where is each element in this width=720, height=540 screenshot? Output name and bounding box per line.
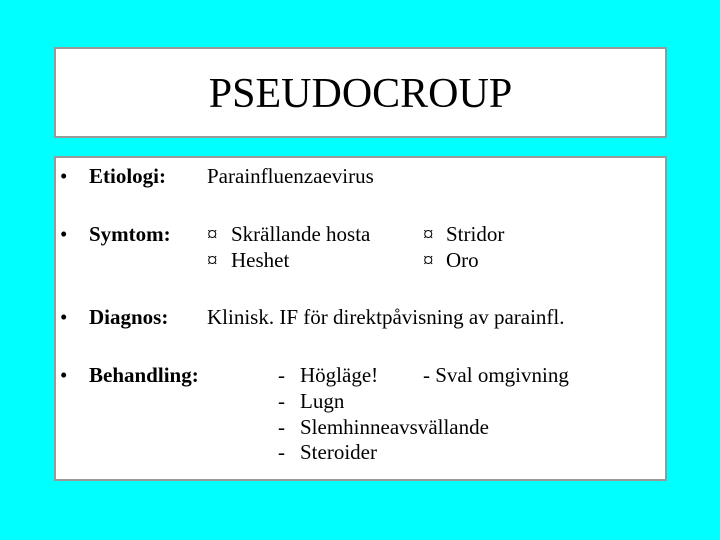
bullet-diagnos: • xyxy=(60,305,68,329)
behandling-extra: - Sval omgivning xyxy=(423,363,569,387)
symtom-item-4: Oro xyxy=(446,248,479,272)
title-box xyxy=(54,47,667,138)
symtom-marker-3: ¤ xyxy=(423,222,434,246)
label-etiologi: Etiologi: xyxy=(89,164,166,188)
label-diagnos: Diagnos: xyxy=(89,305,169,329)
behandling-marker-2: - xyxy=(278,389,285,413)
slide-title: PSEUDOCROUP xyxy=(208,71,513,117)
symtom-item-1: Skrällande hosta xyxy=(231,222,371,246)
content-box xyxy=(54,156,667,481)
bullet-etiologi: • xyxy=(60,164,68,188)
behandling-item-3: Slemhinneavsvällande xyxy=(300,415,489,439)
value-etiologi: Parainfluenzaevirus xyxy=(207,164,374,188)
symtom-marker-4: ¤ xyxy=(423,248,434,272)
symtom-item-2: Heshet xyxy=(231,248,290,272)
behandling-marker-3: - xyxy=(278,415,285,439)
bullet-symtom: • xyxy=(60,222,68,246)
behandling-marker-1: - xyxy=(278,363,285,387)
symtom-marker-2: ¤ xyxy=(207,248,218,272)
behandling-item-4: Steroider xyxy=(300,440,377,464)
value-diagnos: Klinisk. IF för direktpåvisning av parainfl. xyxy=(207,305,565,329)
behandling-marker-4: - xyxy=(278,440,285,464)
symtom-marker-1: ¤ xyxy=(207,222,218,246)
label-symtom: Symtom: xyxy=(89,222,171,246)
behandling-item-1: Högläge! xyxy=(300,363,379,387)
symtom-item-3: Stridor xyxy=(446,222,505,246)
behandling-item-2: Lugn xyxy=(300,389,345,413)
label-behandling: Behandling: xyxy=(89,363,199,387)
bullet-behandling: • xyxy=(60,363,68,387)
